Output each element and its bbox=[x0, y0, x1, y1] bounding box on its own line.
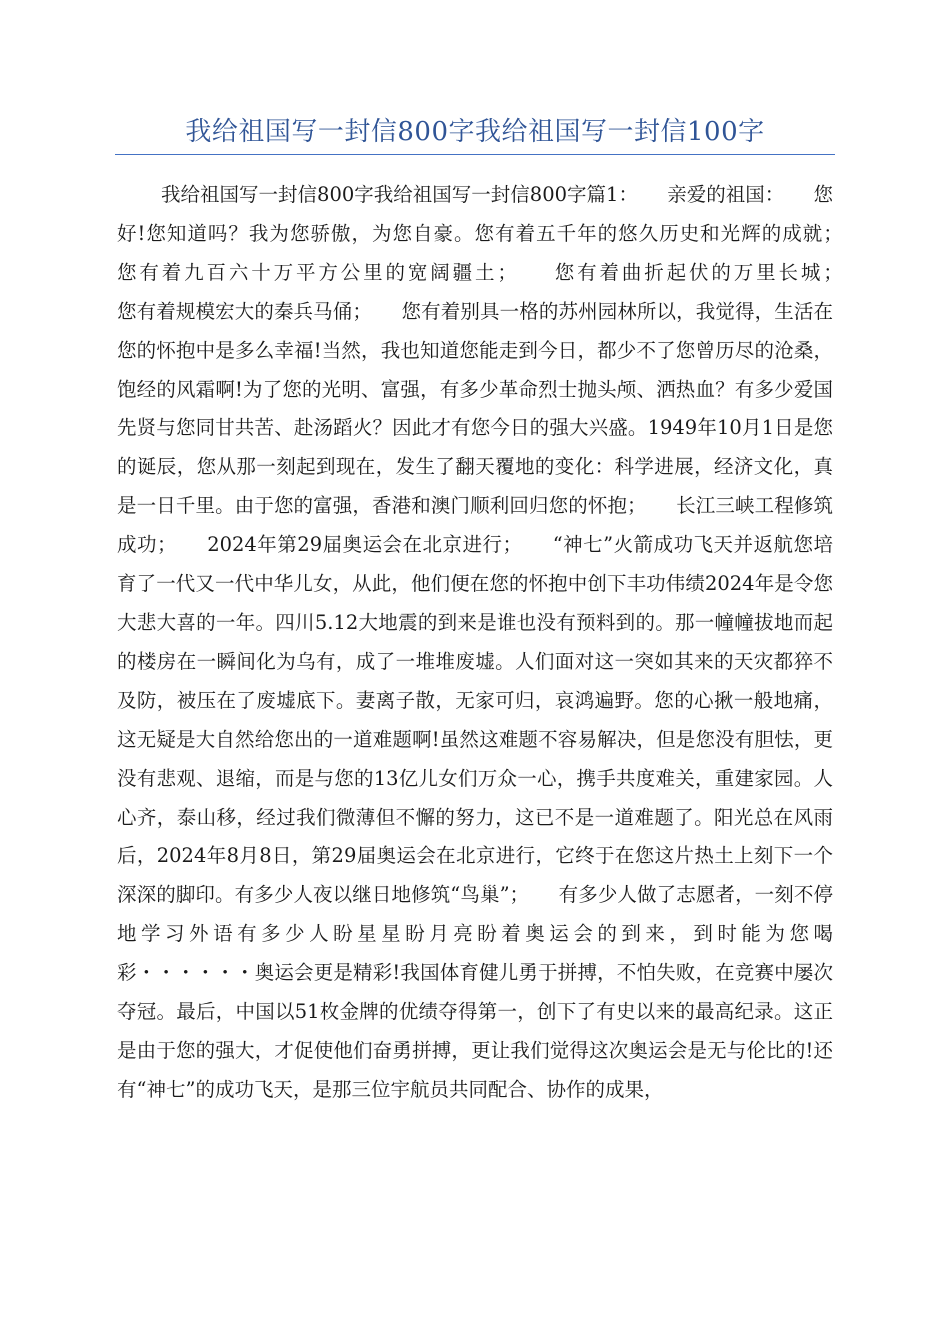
document-body: 我给祖国写一封信800字我给祖国写一封信800字篇1： 亲爱的祖国： 您好!您知道吗？我为您骄傲，为您自豪。您有着五千年的悠久历史和光辉的成就； 您有着九百六十万平方公里的宽阔疆土； 您有着曲折起伏的万里长城； 您有着规模宏大的秦兵马俑； 您有着别具一格的苏州园林所以，我觉得，生活在您的怀抱中是多么幸福!当然，我也知道您能走到今日，都少不了您曾历尽的沧桑，饱经的风霜啊!为了您的光明、富强，有多少革命烈士抛头颅、洒热血？有多少爱国先贤与您同甘共苦、赴汤蹈火？因此才有您今日的强大兴盛。1949年10月1日是您的诞辰，您从那一刻起到现在，发生了翻天覆地的变化：科学进展，经济文化，真是一日千里。由于您的富强，香港和澳门顺利回归您的怀抱； 长江三峡工程修筑成功； 2024年第29届奥运会在北京进行； “神七”火箭成功飞天并返航您培育了一代又一代中华儿女，从此，他们便在您的怀抱中创下丰功伟绩2024年是令您大悲大喜的一年。四川5.12大地震的到来是谁也没有预料到的。那一幢幢拔地而起的楼房在一瞬间化为乌有，成了一堆堆废墟。人们面对这一突如其来的天灾都猝不及防，被压在了废墟底下。妻离子散，无家可归，哀鸿遍野。您的心揪一般地痛，这无疑是大自然给您出的一道难题啊!虽然这难题不容易解决，但是您没有胆怯，更没有悲观、退缩，而是与您的13亿儿女们万众一心，携手共度难关，重建家园。人心齐，泰山移，经过我们微薄但不懈的努力，这已不是一道难题了。阳光总在风雨后，2024年8月8日，第29届奥运会在北京进行，它终于在您这片热土上刻下一个深深的脚印。有多少人夜以继日地修筑“鸟巢”； 有多少人做了志愿者，一刻不停地学习外语有多少人盼星星盼月亮盼着奥运会的到来，到时能为您喝彩・・・・・・奥运会更是精彩!我国体育健儿勇于拼搏，不怕失败，在竞赛中屡次夺冠。最后，中国以51枚金牌的优绩夺得第一，创下了有史以来的最高纪录。这正是由于您的强大，才促使他们奋勇拼搏，更让我们觉得这次奥运会是无与伦比的!还有“神七”的成功飞天，是那三位宇航员共同配合、协作的成果， bbox=[117, 183, 912, 1101]
title-underline bbox=[115, 154, 835, 155]
document-title: 我给祖国写一封信800字我给祖国写一封信100字 bbox=[185, 117, 765, 147]
